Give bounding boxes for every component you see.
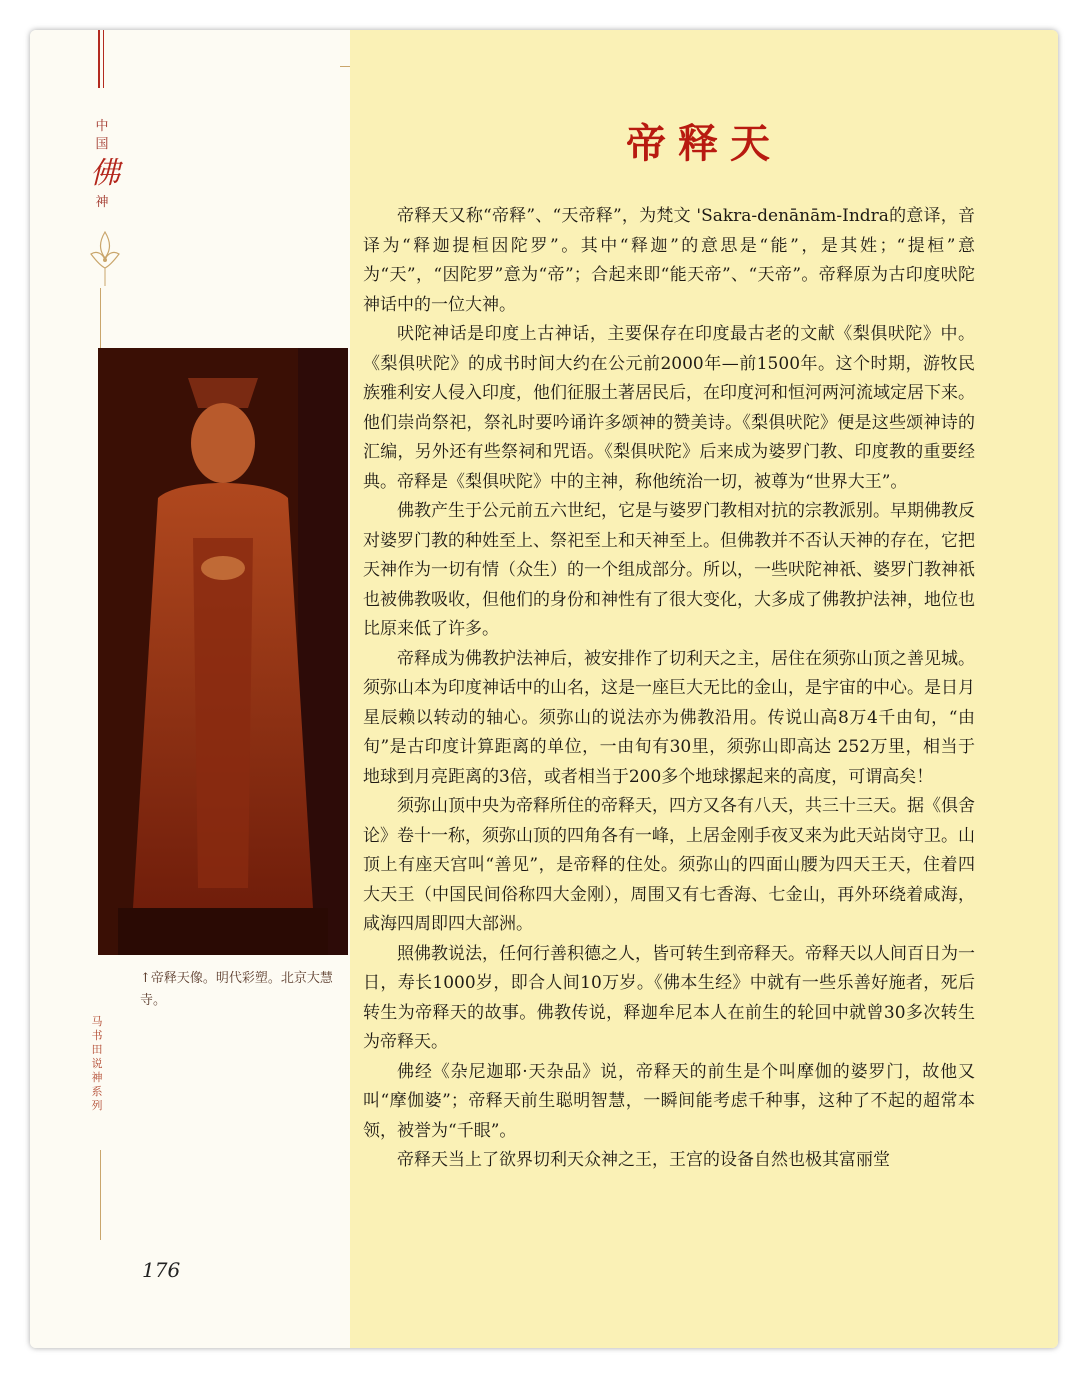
page-number: 176	[142, 1258, 181, 1282]
series-char: 神	[95, 195, 109, 210]
paragraph: 佛经《杂尼迦耶·天杂品》说，帝释天的前生是个叫摩伽的婆罗门，故他又叫“摩伽婆”；帝释天前生聪明智慧，一瞬间能考虑千种事，这种了不起的超常本领，被誉为“千眼”。	[363, 1061, 975, 1141]
ornament-line	[100, 288, 101, 348]
article-title: 帝释天	[626, 120, 782, 167]
series-char: 国	[95, 137, 109, 152]
lotus-ornament-icon	[85, 228, 125, 288]
paragraph: 吠陀神话是印度上古神话，主要保存在印度最古老的文献《梨俱吠陀》中。《梨俱吠陀》的成书时间大约在公元前2000年—前1500年。这个时期，游牧民族雅利安人侵入印度，他们征服土著居民后，在印度河和恒河两河流域定居下来。他们崇尚祭祀，祭礼时要吟诵许多颂神的赞美诗。《梨俱吠陀》便是这些颂神诗的汇编，另外还有些祭祠和咒语。《梨俱吠陀》后来成为婆罗门教、印度教的重要经典。帝释是《梨俱吠陀》中的主神，称他统治一切，被尊为“世界大王”。	[363, 324, 975, 492]
figure-caption: ↑帝释天像。明代彩塑。北京大慧寺。	[140, 971, 333, 1008]
red-rule-thin	[103, 30, 104, 88]
statue-photo	[98, 348, 348, 955]
paragraph: 帝释天当上了欲界切利天众神之王，王宫的设备自然也极其富丽堂	[397, 1150, 890, 1170]
series-char-large: 佛	[90, 156, 120, 191]
sidebar-line	[100, 1150, 101, 1240]
page-frame	[30, 30, 1058, 1348]
statue-figure-image	[98, 348, 348, 955]
paragraph: 帝释天又称“帝释”、“天帝释”，为梵文 'Sakra-denānām-Indra的意译，音译为“释迦提桓因陀罗”。其中“释迦”的意思是“能”，是其姓；“提桓”意为“天”，“因陀罗”意为“帝”；合起来即“能天帝”、“天帝”。帝释原为古印度吠陀神话中的一位大神。	[363, 206, 975, 315]
paragraph: 须弥山顶中央为帝释所住的帝释天，四方又各有八天，共三十三天。据《俱舍论》卷十一称，须弥山顶的四角各有一峰，上居金刚手夜叉来为此天站岗守卫。山顶上有座天宫叫“善见”，是帝释的住处。须弥山的四面山腰为四天王天，住着四大天王（中国民间俗称四大金刚），周围又有七香海、七金山，再外环绕着咸海，咸海四周即四大部洲。	[363, 796, 975, 934]
series-mark-top	[90, 118, 120, 212]
left-margin-column	[30, 30, 350, 1348]
red-rule	[98, 30, 100, 88]
corner-tick	[340, 66, 350, 67]
series-char: 中	[95, 119, 109, 134]
paragraph: 帝释成为佛教护法神后，被安排作了切利天之主，居住在须弥山顶之善见城。须弥山本为印度神话中的山名，这是一座巨大无比的金山，是宇宙的中心。是日月星辰赖以转动的轴心。须弥山的说法亦为佛教沿用。传说山高8万4千由旬，“由旬”是古印度计算距离的单位，一由旬有30里，须弥山即高达 252万里，相当于地球到月亮距离的3倍，或者相当于200多个地球摞起来的高度，可谓高矣！	[363, 648, 975, 787]
paragraph: 佛教产生于公元前五六世纪，它是与婆罗门教相对抗的宗教派别。早期佛教反对婆罗门教的种姓至上、祭祀至上和天神至上。但佛教并不否认天神的存在，它把天神作为一切有情（众生）的一个组成部分。所以，一些吠陀神祇、婆罗门教神祇也被佛教吸收，但他们的身份和神性有了很大变化，大多成了佛教护法神，地位也比原来低了许多。	[363, 501, 975, 639]
paragraph: 照佛教说法，任何行善积德之人，皆可转生到帝释天。帝释天以人间百日为一日，寿长1000岁，即合人间10万岁。《佛本生经》中就有一些乐善好施者，死后转生为帝释天的故事。佛教传说，释迦牟尼本人在前生的轮回中就曾30多次转生为帝释天。	[363, 943, 975, 1052]
article-body	[363, 202, 975, 1176]
series-name-vertical: 马 书 田 说 神 系 列	[91, 1015, 103, 1112]
